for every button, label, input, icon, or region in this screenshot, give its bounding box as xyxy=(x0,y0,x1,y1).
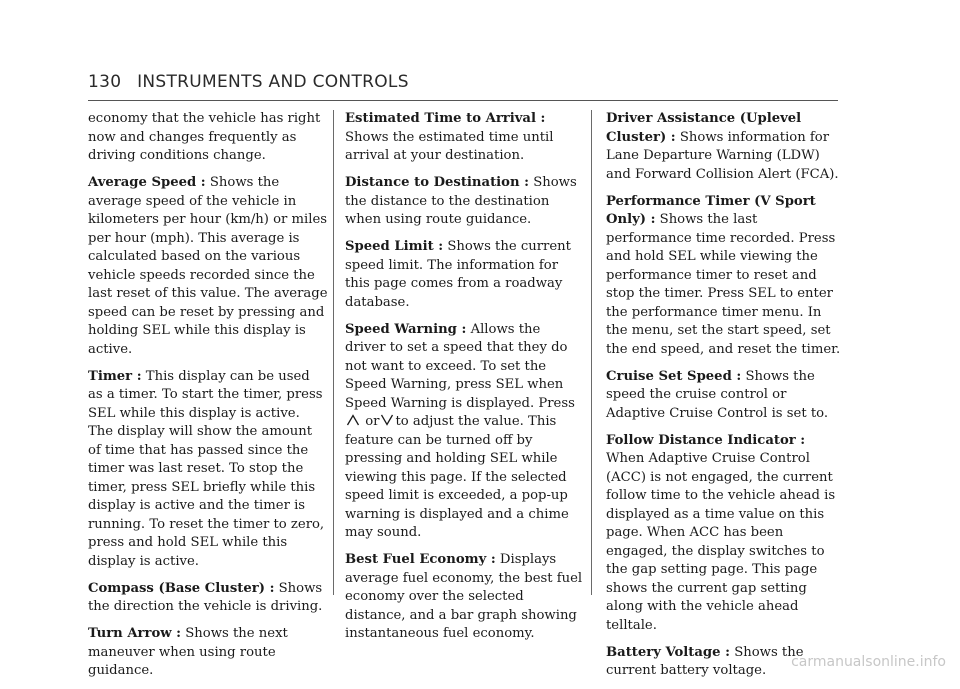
term-compass: Compass (Base Cluster) : xyxy=(88,580,275,596)
term-battery: Battery Voltage : xyxy=(606,644,730,660)
desc-distance: Shows the distance to the destination when using route guidance. xyxy=(345,175,577,227)
term-turn-arrow: Turn Arrow : xyxy=(88,626,182,641)
entry-eta xyxy=(345,110,585,166)
desc-average-speed: Shows the average speed of the vehicle in kilometers per hour (km/h) or miles per hour (mph). This average is calculated based on the various vehicle speeds recorded since the last reset of this value. The average speed can be reset by pressing and holding SEL while this display is active. xyxy=(88,175,328,357)
desc-best-fuel: Displays average fuel economy, the best fuel economy over the selected distance, and a bar graph showing instantaneous fuel economy. xyxy=(345,552,583,641)
column-2 xyxy=(345,110,585,652)
desc-perf-timer: Shows the last performance time recorded. Press and hold SEL while viewing the performance timer to reset and stop the timer. Press SEL to enter the performance timer menu. In the menu, set the start speed, set the end speed, and reset the timer. xyxy=(606,212,841,357)
chevron-up-icon xyxy=(346,414,360,426)
term-timer: Timer : xyxy=(88,368,142,384)
entry-compass xyxy=(88,580,328,617)
chevron-down-icon xyxy=(380,414,394,426)
section-title: INSTRUMENTS AND CONTROLS xyxy=(137,72,409,92)
term-eta: Estimated Time to Arrival : xyxy=(345,111,546,126)
column-divider-2 xyxy=(591,110,592,595)
term-follow: Follow Distance Indicator : xyxy=(606,432,806,448)
desc-driver-assist: Shows information for Lane Departure Warning (LDW) and Forward Collision Alert (FCA). xyxy=(606,129,839,182)
entry-cruise xyxy=(606,368,846,424)
entry-speed-warning xyxy=(345,321,585,543)
term-best-fuel: Best Fuel Economy : xyxy=(345,552,496,567)
entry-perf-timer xyxy=(606,193,846,360)
term-perf-timer: Performance Timer (V Sport Only) : xyxy=(606,193,816,227)
page-number: 130 xyxy=(88,72,122,92)
page-header xyxy=(88,72,409,92)
intro-text: economy that the vehicle has right now and changes frequently as driving conditions change. xyxy=(88,111,321,163)
desc-battery: Shows the current battery voltage. xyxy=(606,644,804,678)
desc-turn-arrow: Shows the next maneuver when using route guidance. xyxy=(88,626,288,678)
term-driver-assist: Driver Assistance (Uplevel Cluster) : xyxy=(606,111,802,145)
desc-compass: Shows the direction the vehicle is driving. xyxy=(88,580,323,614)
entry-turn-arrow xyxy=(88,625,328,681)
desc-speed-warning-or: or xyxy=(365,414,380,429)
desc-speed-warning-before: Allows the driver to set a speed that they do not want to exceed. To set the Speed Warning, press SEL when Speed Warning is displayed. Press xyxy=(345,321,575,411)
header-divider xyxy=(88,100,838,101)
intro-paragraph xyxy=(88,110,328,166)
term-speed-warning: Speed Warning : xyxy=(345,321,467,337)
entry-timer xyxy=(88,368,328,572)
desc-speed-limit: Shows the current speed limit. The information for this page comes from a roadway database. xyxy=(345,239,571,310)
column-3 xyxy=(606,110,846,689)
watermark-link[interactable]: carmanualsonline.info xyxy=(791,654,946,670)
desc-speed-warning-after: to adjust the value. This feature can be turned off by pressing and holding SEL while viewing this page. If the selected speed limit is exceeded, a pop-up warning is displayed and a chime may sound. xyxy=(345,414,569,540)
term-cruise: Cruise Set Speed : xyxy=(606,368,742,384)
entry-best-fuel xyxy=(345,551,585,644)
desc-cruise: Shows the speed the cruise control or Adaptive Cruise Control is set to. xyxy=(606,368,829,421)
entry-speed-limit xyxy=(345,238,585,312)
term-average-speed: Average Speed : xyxy=(88,175,206,190)
desc-timer: This display can be used as a timer. To start the timer, press SEL while this display is active. The display will show the amount of time that has passed since the timer was last reset. To stop the timer, press SEL briefly while this display is active and the timer is running. To reset the timer to zero, press and hold SEL while this display is active. xyxy=(88,368,325,569)
entry-driver-assist xyxy=(606,110,846,184)
column-1 xyxy=(88,110,328,689)
entry-average-speed xyxy=(88,174,328,359)
entry-distance xyxy=(345,174,585,230)
desc-eta: Shows the estimated time until arrival at your destination. xyxy=(345,129,554,163)
entry-follow xyxy=(606,432,846,636)
term-distance: Distance to Destination : xyxy=(345,175,530,190)
column-divider-1 xyxy=(333,110,334,595)
term-speed-limit: Speed Limit : xyxy=(345,239,444,254)
desc-follow: When Adaptive Cruise Control (ACC) is not engaged, the current follow time to the vehicle ahead is displayed as a time value on this page. When ACC has been engaged, the display switches to the gap setting page. This page shows the current gap setting along with the vehicle ahead telltale. xyxy=(606,451,836,633)
